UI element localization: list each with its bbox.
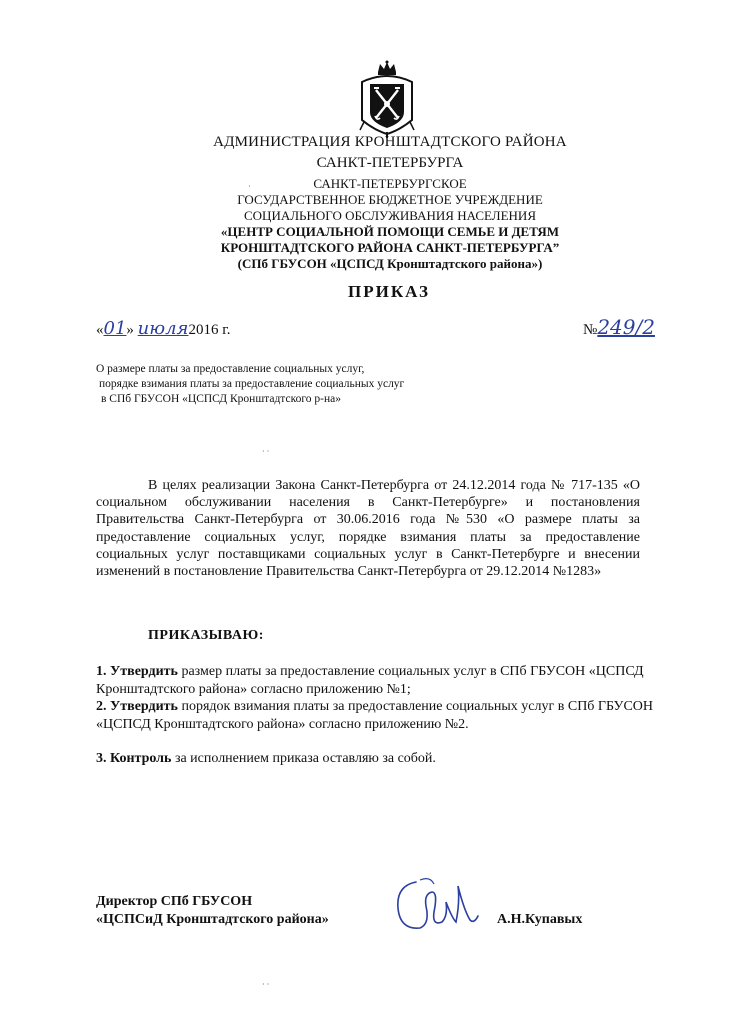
date-year: 2016 г. [188,322,231,338]
scan-speck: · [248,182,251,191]
order-item-1 [96,663,656,698]
order-item-3-text: за исполнением приказа оставляю за собой. [171,751,436,766]
order-item-2-lead: 2. Утвердить [96,699,178,714]
number-prefix: № [583,322,598,338]
city-name: САНКТ-ПЕТЕРБУРГА [316,155,464,171]
scan-speck: · · [262,447,270,456]
date-close-quote: » [126,322,134,338]
document-number [583,315,655,339]
order-word: ПРИКАЗЫВАЮ: [148,628,264,643]
subject-line-1: О размере платы за предоставление социальных услуг, [96,363,365,375]
org-short-name: (СПб ГБУСОН «ЦСПСД Кронштадтского района») [237,256,543,271]
org-line-2: ГОСУДАРСТВЕННОЕ БЮДЖЕТНОЕ УЧРЕЖДЕНИЕ [237,192,543,207]
preamble-paragraph: В целях реализации Закона Санкт-Петербурга от 24.12.2014 года № 717-135 «О социальном обслуживании населения в Санкт-Петербурге» и постановления Правительства Санкт-Петербурга от 30.06.2016 года №530 «О размере платы за предоставление социальных услуг, порядке взимания платы за предоставление социальных услуг поставщиками социальных услуг в Санкт-Петербурге и внесении изменений в постановление Правительства Санкт-Петербурга от 29.12.2014 №1283» [96,478,640,580]
date-day-handwritten: 01 [103,318,127,339]
order-item-2-text: порядок взимания платы за предоставление социальных услуг в СПб ГБУСОН «ЦСПСД Кронштадтского района» согласно приложению №2. [96,699,654,732]
document-date [96,318,230,339]
order-item-1-text: размер платы за предоставление социальных услуг в СПб ГБУСОН «ЦСПСД Кронштадтского района» согласно приложению №1; [96,664,644,697]
order-item-3-lead: 3. Контроль [96,751,172,766]
order-item-3 [96,750,656,768]
signatory-position: Директор СПб ГБУСОН [96,894,253,909]
scan-speck: · · [262,980,270,989]
number-handwritten: 249/2 [597,315,655,339]
coat-of-arms-icon [356,60,418,138]
handwritten-signature [390,872,480,940]
subject-line-3: в СПб ГБУСОН «ЦСПСД Кронштадтского р-на» [101,393,341,405]
date-open-quote: « [96,322,104,338]
document-title: ПРИКАЗ [348,282,430,301]
org-line-3: СОЦИАЛЬНОГО ОБСЛУЖИВАНИЯ НАСЕЛЕНИЯ [244,208,536,223]
signatory-name: А.Н.Купавых [497,912,583,927]
signatory-organization: «ЦСПСиД Кронштадтского района» [96,912,329,927]
order-item-1-lead: 1. Утвердить [96,664,178,679]
org-line-5: КРОНШТАДТСКОГО РАЙОНА САНКТ-ПЕТЕРБУРГА” [220,240,560,255]
order-item-2 [96,698,656,733]
org-line-4: «ЦЕНТР СОЦИАЛЬНОЙ ПОМОЩИ СЕМЬЕ И ДЕТЯМ [220,224,560,239]
administration-name: АДМИНИСТРАЦИЯ КРОНШТАДТСКОГО РАЙОНА [213,134,567,150]
date-month-handwritten: июля [137,318,189,339]
subject-line-2: порядке взимания платы за предоставление социальных услуг [99,378,405,390]
org-line-1: САНКТ-ПЕТЕРБУРГСКОЕ [313,176,467,191]
